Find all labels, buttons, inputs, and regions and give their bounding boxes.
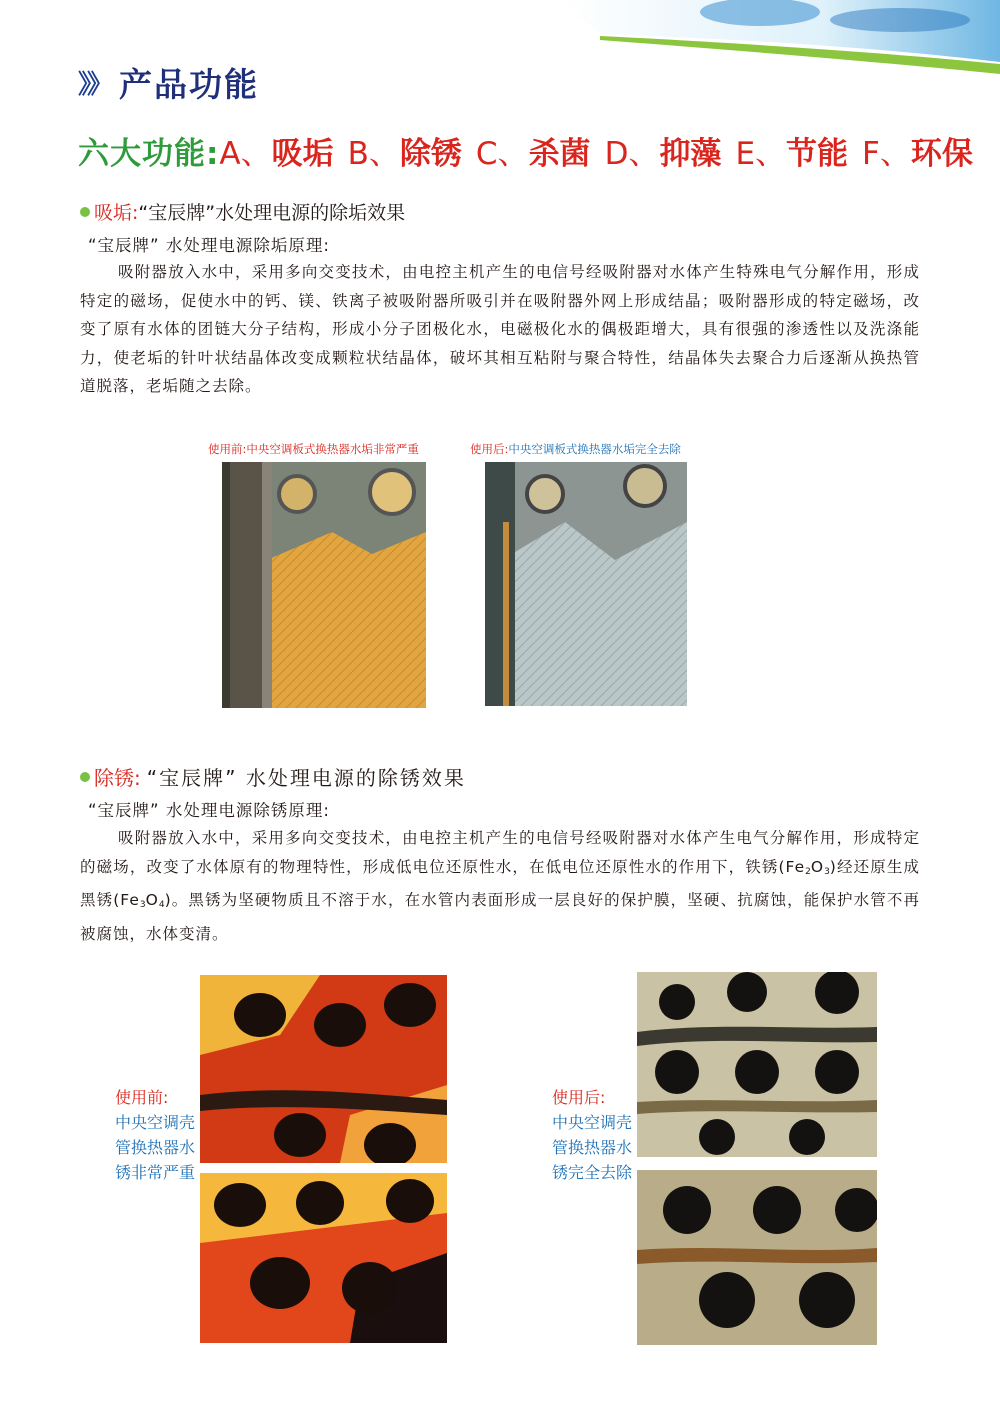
function-item: B、除锈	[347, 136, 462, 172]
derusting-heading-text: “宝辰牌” 水处理电源的除锈效果	[146, 766, 466, 790]
six-functions-heading	[78, 128, 973, 172]
functions-lead: 六大功能:	[78, 136, 220, 172]
function-item: E、节能	[735, 136, 849, 172]
descaling-keyword: 吸垢:	[94, 202, 139, 224]
function-item: C、杀菌	[475, 136, 591, 172]
descaling-before-photo	[222, 462, 426, 708]
function-item: F、环保	[862, 136, 973, 172]
section-title	[78, 62, 259, 102]
descaling-paragraph: 吸附器放入水中，采用多向交变技术，由电控主机产生的电信号经吸附器对水体产生特殊电气分解作用，形成特定的磁场，促使水中的钙、镁、铁离子被吸附器所吸引并在吸附器外网上形成结晶；吸附器形成的特定磁场，改变了原有水体的团链大分子结构，形成小分子团极化水，电磁极化水的偶极距增大，具有很强的渗透性以及洗涤能力，使老垢的针叶状结晶体改变成颗粒状结晶体，破坏其相互粘附与聚合特性，结晶体失去聚合力后逐渐从换热管道脱落，老垢随之去除。	[80, 263, 920, 395]
function-item: A、吸垢	[219, 136, 334, 172]
derusting-before-photo-bottom	[200, 1173, 447, 1343]
derusting-keyword: 除锈:	[94, 766, 141, 790]
derusting-after-photo-bottom	[637, 1170, 877, 1345]
descaling-after-photo	[485, 462, 687, 706]
descaling-heading-text: “宝辰牌”水处理电源的除垢效果	[138, 202, 406, 224]
bullet-dot-icon	[80, 207, 90, 217]
derusting-heading	[80, 762, 466, 791]
derusting-after-photo-top	[637, 972, 877, 1157]
chevron-icon: 》》	[78, 69, 110, 100]
descaling-principle: “宝辰牌” 水处理电源除垢原理:	[88, 236, 330, 255]
descaling-after-caption: 使用后:中央空调板式换热器水垢完全去除	[470, 442, 681, 456]
derusting-paragraph: 吸附器放入水中，采用多向交变技术，由电控主机产生的电信号经吸附器对水体产生电气分解作用，形成特定的磁场，改变了水体原有的物理特性，形成低电位还原性水，在低电位还原性水的作用下，铁锈$(Fe_2O_3)$经还原生成黑锈$(Fe_3O_4)$。黑锈为坚硬物质且不溶于水，在水管内表面形成一层良好的保护膜，坚硬、抗腐蚀，能保护水管不再被腐蚀，水体变清。	[80, 829, 920, 943]
descaling-before-caption: 使用前:中央空调板式换热器水垢非常严重	[208, 442, 419, 456]
function-item: D、抑藻	[604, 136, 722, 172]
bullet-dot-icon	[80, 772, 90, 782]
derusting-before-caption: 使用前: 中央空调壳管换热器水锈非常严重	[115, 1088, 196, 1182]
descaling-heading	[80, 198, 405, 225]
derusting-after-caption: 使用后: 中央空调壳管换热器水锈完全去除	[552, 1088, 633, 1182]
page-title: 产品功能	[119, 64, 260, 104]
derusting-principle: “宝辰牌” 水处理电源除锈原理:	[88, 801, 330, 820]
derusting-before-photo-top	[200, 975, 447, 1163]
